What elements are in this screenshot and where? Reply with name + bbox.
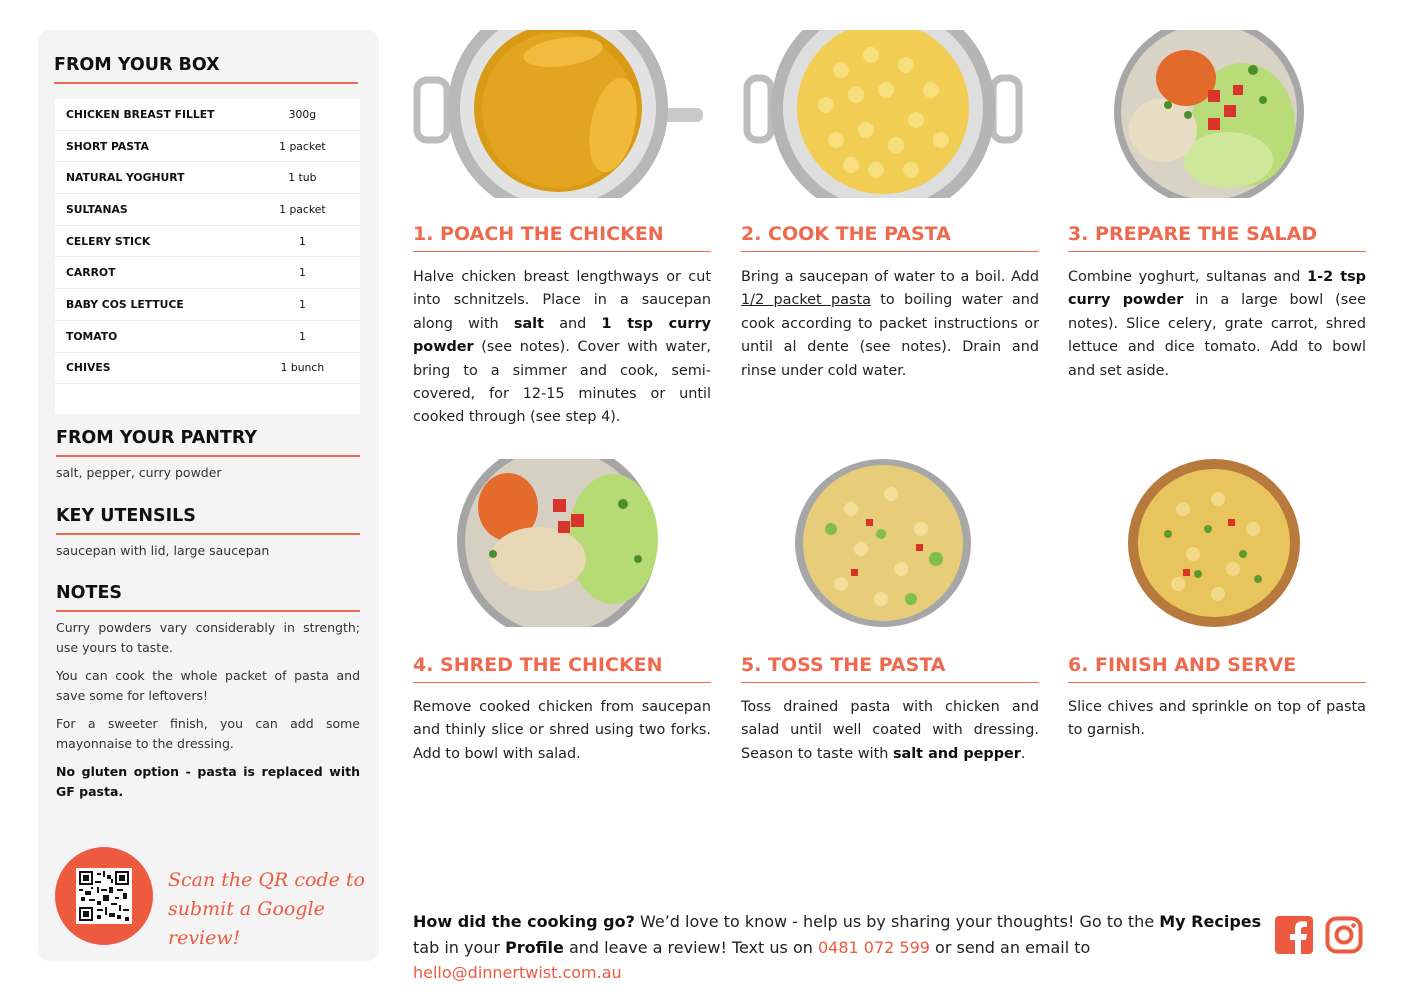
ingredient-row-empty: [55, 384, 360, 414]
step-3-text: [1068, 266, 1366, 383]
notes-heading: NOTES: [56, 583, 360, 612]
ingredient-row: [55, 257, 360, 289]
ingredient-name: TOMATO: [66, 329, 118, 343]
ingredient-row: [55, 226, 360, 258]
note: For a sweeter finish, you can add some mayonnaise to the dressing.: [56, 716, 360, 751]
step-1: [413, 30, 711, 426]
ingredient-qty: 300g: [288, 107, 317, 121]
step-2: [741, 30, 1039, 410]
step-6-text: Slice chives and sprinkle on top of pasta to garnish.: [1068, 699, 1366, 739]
ingredient-name: CHIVES: [66, 361, 111, 375]
text: (see notes). Cover with water, bring to a simmer and cook, semi-covered, for 12-15 minutes or until cooked through (see step 4).: [413, 339, 711, 426]
step-1-photo: [413, 30, 711, 198]
step-3: [1068, 30, 1366, 410]
from-your-pantry-heading: FROM YOUR PANTRY: [56, 428, 360, 457]
note: You can cook the whole packet of pasta and save some for leftovers!: [56, 668, 360, 703]
ingredient-qty: 1: [298, 297, 306, 311]
pantry-text: salt, pepper, curry powder: [56, 465, 222, 480]
ingredient-qty: 1 tub: [288, 171, 317, 185]
ingredient-row: [55, 131, 360, 163]
step-2-title: 2. COOK THE PASTA: [741, 223, 1039, 252]
phone-link[interactable]: 0481 072 599: [817, 937, 930, 957]
instagram-icon[interactable]: [1325, 916, 1363, 954]
email-link[interactable]: hello@dinnertwist.com.au: [413, 963, 622, 982]
text: Halve chicken breast lengthways or cut into schnitzels. Place in a saucepan along with: [413, 269, 711, 332]
step-5-title: 5. TOSS THE PASTA: [741, 654, 1039, 683]
step-4-text: Remove cooked chicken from saucepan and thinly slice or shred using two forks. Add to bowl with salad.: [413, 699, 711, 762]
note-gluten-free: No gluten option - pasta is replaced with GF pasta.: [56, 764, 360, 799]
text-bold: salt: [513, 315, 544, 332]
step-2-text: [741, 266, 1039, 383]
ingredient-name: CHICKEN BREAST FILLET: [66, 107, 215, 121]
ingredient-row: [55, 99, 360, 131]
qr-cta-line: Scan the QR code to: [168, 869, 365, 891]
note: Curry powders vary considerably in strength; use yours to taste.: [56, 620, 360, 655]
my-recipes-label: My Recipes: [1159, 912, 1262, 931]
step-2-photo: [741, 30, 1039, 198]
text: or send an email to: [929, 937, 1091, 957]
ingredient-qty: 1: [298, 329, 306, 343]
ingredient-qty: 1: [298, 234, 306, 248]
ingredient-row: [55, 353, 360, 385]
ingredient-qty: 1 packet: [279, 139, 326, 153]
step-5-photo: [741, 459, 1039, 627]
text-bold: 1 tsp curry powder: [413, 315, 711, 356]
profile-label: Profile: [505, 937, 564, 957]
step-5: [741, 459, 1039, 779]
utensils-text: saucepan with lid, large saucepan: [56, 543, 270, 558]
step-1-title: 1. POACH THE CHICKEN: [413, 223, 711, 252]
text: in a large bowl (see notes). Slice celery, grate carrot, shred lettuce and dice tomato. Add to bowl and set aside.: [1068, 292, 1367, 379]
text: to boiling water and cook according to packet instructions or until al dente (see notes). Drain and rinse under cold water.: [741, 292, 1039, 379]
step-4-title: 4. SHRED THE CHICKEN: [413, 654, 711, 683]
text-bold: 1-2 tsp curry powder: [1068, 269, 1366, 309]
text: We’d love to know - help us by sharing your thoughts! Go to the: [634, 912, 1160, 931]
notes-list: [56, 618, 360, 810]
facebook-icon[interactable]: [1275, 916, 1313, 954]
ingredient-row: [55, 162, 360, 194]
qr-call-to-action: [168, 866, 368, 953]
text: Toss drained pasta with chicken and salad until well coated with dressing. Season to taste with: [741, 699, 1039, 762]
ingredient-row: [55, 194, 360, 226]
ingredient-qty: 1 bunch: [280, 361, 325, 375]
text: and leave a review! Text us on: [563, 937, 818, 957]
ingredient-name: SULTANAS: [66, 202, 128, 216]
ingredient-name: BABY COS LETTUCE: [66, 297, 184, 311]
step-4: [413, 459, 711, 779]
ingredient-name: CARROT: [66, 266, 116, 280]
text-underlined: 1/2 packet pasta: [741, 292, 871, 309]
step-6-photo: [1068, 459, 1366, 627]
ingredient-row: [55, 289, 360, 321]
qr-badge[interactable]: [55, 847, 153, 945]
step-4-photo: [413, 459, 711, 627]
ingredient-name: CELERY STICK: [66, 234, 151, 248]
step-3-title: 3. PREPARE THE SALAD: [1068, 223, 1366, 252]
from-your-box-heading: FROM YOUR BOX: [54, 55, 358, 84]
ingredient-qty: 1: [298, 266, 306, 280]
ingredient-name: NATURAL YOGHURT: [66, 171, 185, 185]
sidebar: [38, 30, 379, 961]
ingredient-name: SHORT PASTA: [66, 139, 149, 153]
key-utensils-heading: KEY UTENSILS: [56, 506, 360, 535]
qr-code-icon[interactable]: [76, 868, 132, 924]
footer-question: How did the cooking go?: [413, 912, 635, 931]
text: tab in your: [413, 937, 506, 957]
step-1-text: [413, 266, 711, 430]
ingredient-row: [55, 321, 360, 353]
text-bold: salt and pepper: [892, 745, 1021, 762]
text: and: [543, 315, 602, 332]
step-5-text: [741, 696, 1039, 766]
review-footer: [413, 909, 1263, 986]
ingredients-table: [55, 99, 360, 414]
qr-cta-line: submit a Google review!: [168, 898, 325, 949]
text: Bring a saucepan of water to a boil. Add: [741, 269, 1039, 285]
step-3-photo: [1068, 30, 1366, 198]
text: .: [1020, 745, 1026, 762]
step-6: [1068, 459, 1366, 779]
text: Combine yoghurt, sultanas and: [1068, 269, 1308, 285]
ingredient-qty: 1 packet: [279, 202, 326, 216]
step-6-title: 6. FINISH AND SERVE: [1068, 654, 1366, 683]
